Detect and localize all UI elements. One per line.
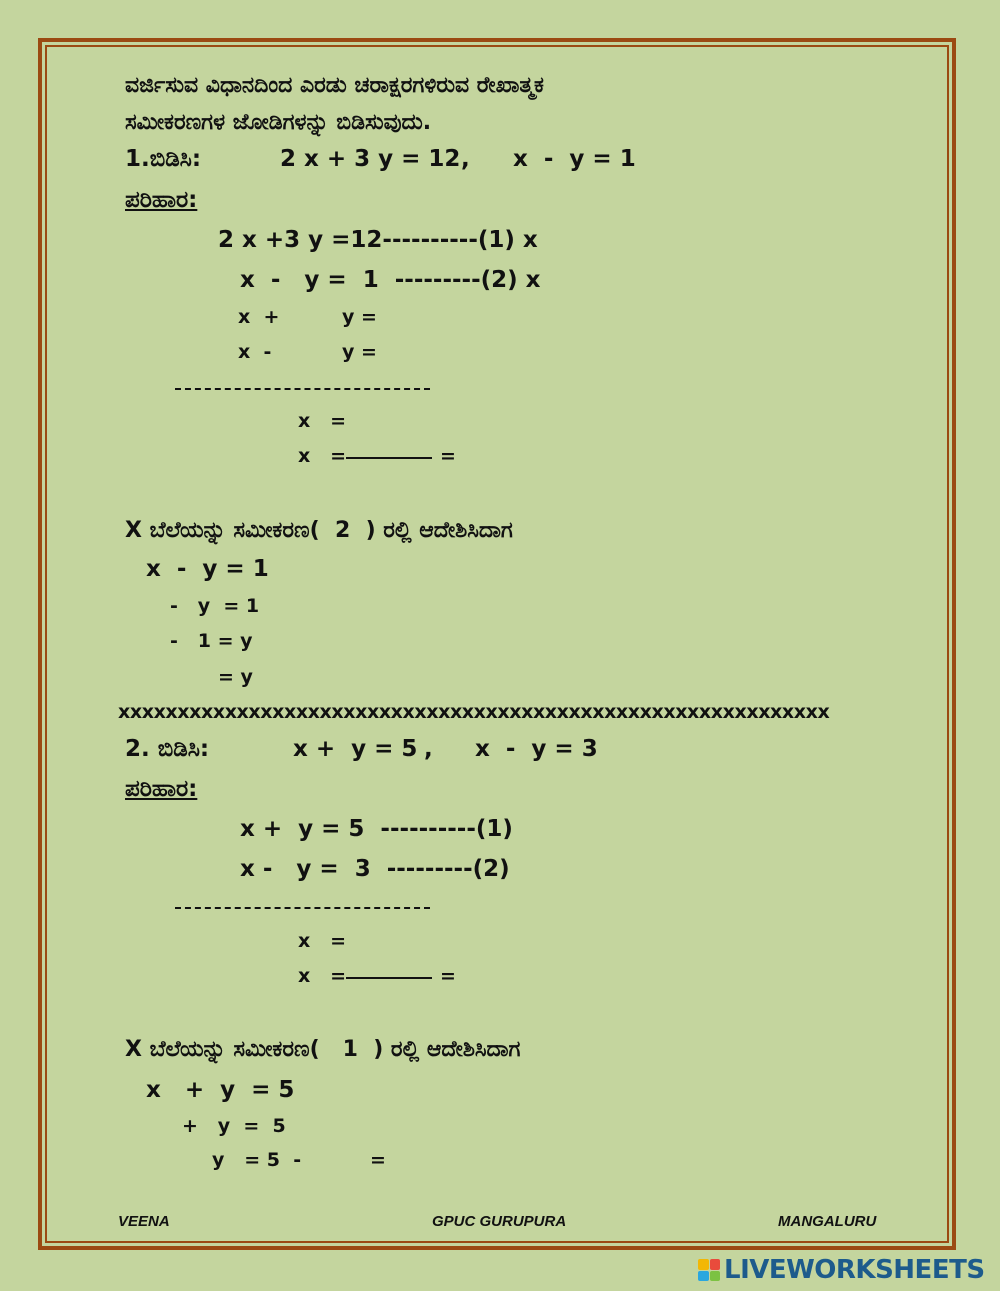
problem1-solution-label: ಪರಿಹಾರ: <box>125 187 198 213</box>
problem1-equation1: 2 x + 3 y = 12 <box>280 146 461 172</box>
problem2-x-fraction-right: = <box>440 965 456 987</box>
problem1-sub-step2: - y = 1 <box>170 595 260 617</box>
worksheet-heading-line1: ವರ್ಜಿಸುವ ವಿಧಾನದಿಂದ ಎರಡು ಚರಾಕ್ಷರಗಳಿರುವ ರೇಖಾತ್ಮಕ <box>125 73 544 98</box>
problem2-fraction-bar <box>346 977 432 979</box>
problem2-x-fraction-left: x = <box>298 965 347 987</box>
problem1-row-b-y: y = <box>342 341 377 363</box>
problem2-step-eq1: x + y = 5 ----------(1) <box>240 816 513 842</box>
problem1-comma: , <box>461 146 470 172</box>
problem2-sub-step3-equals: = <box>370 1149 386 1171</box>
problem1-sum-line <box>175 388 430 390</box>
footer-school: GPUC GURUPURA <box>432 1213 567 1230</box>
problem1-sub-step4: = y <box>218 666 253 688</box>
problem2-sub-step3: y = 5 - <box>212 1149 302 1171</box>
problem2-sub-step2: + y = 5 <box>182 1115 286 1137</box>
liveworksheets-logo-icon <box>698 1259 720 1281</box>
footer-location: MANGALURU <box>778 1213 877 1230</box>
problem1-x-fraction-left: x = <box>298 445 347 467</box>
liveworksheets-wordmark: LIVEWORKSHEETS <box>724 1255 985 1285</box>
problem2-equation2: x - y = 3 <box>475 736 598 762</box>
problem1-sub-step3: - 1 = y <box>170 630 253 652</box>
problem2-sub-step1: x + y = 5 <box>146 1077 295 1103</box>
problem1-step-eq1: 2 x +3 y =12----------(1) x <box>218 227 538 253</box>
problem1-row-b-x: x - <box>238 341 272 363</box>
problem1-equation2: x - y = 1 <box>513 146 636 172</box>
problem1-row-a-y: y = <box>342 306 377 328</box>
logo-square-e <box>710 1271 721 1282</box>
problem2-sum-line <box>175 907 430 909</box>
footer-author: VEENA <box>118 1213 170 1230</box>
section-separator: xxxxxxxxxxxxxxxxxxxxxxxxxxxxxxxxxxxxxxxxxxxxxxxxxxxxxxxxxxxx <box>118 701 830 723</box>
logo-square-v <box>698 1271 709 1282</box>
problem2-solution-label: ಪರಿಹಾರ: <box>125 776 198 802</box>
liveworksheets-brand[interactable] <box>698 1256 985 1284</box>
problem2-equation1: x + y = 5 <box>293 736 418 762</box>
problem1-substitute-text: X ಬೆಲೆಯನ್ನು ಸಮೀಕರಣ( 2 ) ರಲ್ಲಿ ಆದೇಶಿಸಿದಾಗ <box>125 518 513 543</box>
problem1-step-eq2: x - y = 1 ---------(2) x <box>240 267 541 293</box>
problem1-x-equals: x = <box>298 410 347 432</box>
problem1-row-a-x: x + <box>238 306 280 328</box>
logo-square-l <box>698 1259 709 1270</box>
problem2-label: 2. ಬಿಡಿಸಿ: <box>125 736 210 762</box>
problem2-step-eq2: x - y = 3 ---------(2) <box>240 856 510 882</box>
problem1-label: 1.ಬಿಡಿಸಿ: <box>125 146 202 172</box>
problem1-x-fraction-right: = <box>440 445 456 467</box>
problem1-sub-step1: x - y = 1 <box>146 556 269 582</box>
problem2-substitute-text: X ಬೆಲೆಯನ್ನು ಸಮೀಕರಣ( 1 ) ರಲ್ಲಿ ಆದೇಶಿಸಿದಾಗ <box>125 1037 521 1062</box>
logo-square-i <box>710 1259 721 1270</box>
problem2-comma: , <box>424 736 433 762</box>
worksheet-heading-line2: ಸಮೀಕರಣಗಳ ಜೋಡಿಗಳನ್ನು ಬಿಡಿಸುವುದು. <box>125 110 432 135</box>
problem1-fraction-bar <box>346 457 432 459</box>
problem2-x-equals: x = <box>298 930 347 952</box>
